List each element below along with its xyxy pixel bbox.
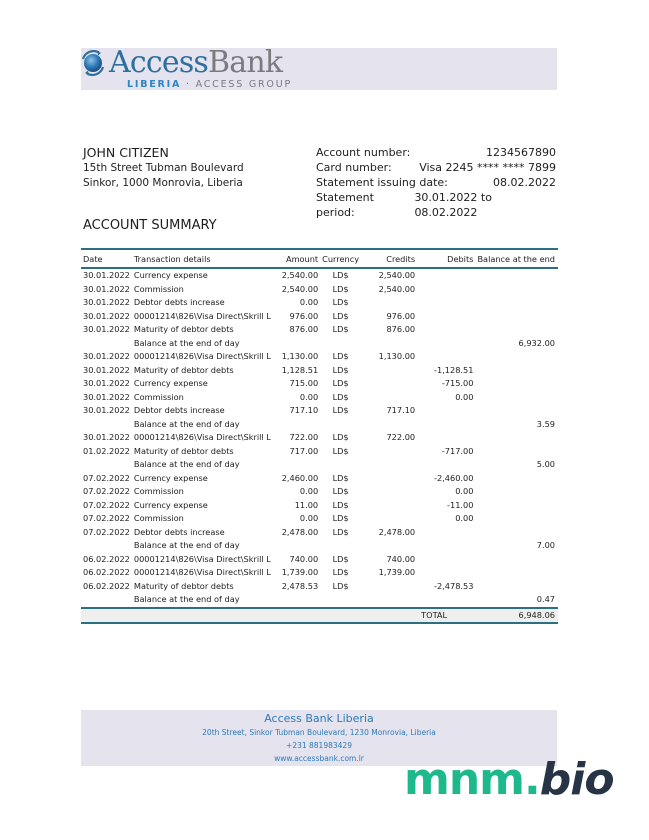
- table-row: [81, 310, 558, 324]
- cell-date: 30.01.2022: [83, 432, 130, 442]
- cell-currency: LD$: [332, 405, 349, 415]
- cell-credits: [361, 458, 417, 472]
- cell-debits: [417, 296, 475, 310]
- cell-credits: [361, 580, 417, 594]
- header-currency: Currency: [322, 253, 360, 264]
- cell-date: 30.01.2022: [83, 324, 130, 334]
- table-row: [81, 283, 558, 297]
- cell-debits: [417, 458, 475, 472]
- cell-credits: 2,540.00: [378, 270, 416, 280]
- cell-details: 00001214\826\Visa Direct\Skrill L: [133, 351, 271, 361]
- cell-balance: [475, 472, 558, 486]
- cell-amount: 2,460.00: [281, 472, 319, 483]
- footer-phone: +231 881983429: [286, 741, 352, 750]
- bank-subtitle: LIBERIA · ACCESS GROUP: [127, 79, 292, 90]
- table-row: [81, 391, 558, 405]
- table-row: [81, 512, 558, 526]
- cell-credits: [361, 364, 417, 378]
- cell-details: Debtor debts increase: [133, 297, 225, 307]
- cell-credits: [361, 445, 417, 459]
- cell-details: Balance at the end of day: [133, 540, 240, 550]
- footer-website[interactable]: www.accessbank.com.lr: [274, 754, 364, 763]
- cell-details: Debtor debts increase: [133, 405, 225, 415]
- table-row: [81, 580, 558, 594]
- transactions-table: [81, 248, 558, 624]
- total-label: TOTAL: [421, 609, 448, 620]
- account-row-label: Card number:: [316, 161, 392, 174]
- cell-balance: [475, 364, 558, 378]
- cell-currency: LD$: [332, 445, 349, 456]
- cell-amount: 717.00: [289, 445, 319, 456]
- cell-balance: [475, 526, 558, 540]
- cell-currency: LD$: [332, 364, 349, 375]
- cell-debits: [417, 526, 475, 540]
- cell-date: [81, 593, 132, 608]
- cell-balance: [475, 485, 558, 499]
- cell-details: Commission: [133, 486, 184, 496]
- cell-credits: 1,739.00: [378, 567, 416, 577]
- cell-details: Maturity of debtor debts: [133, 364, 234, 375]
- cell-date: 01.02.2022: [83, 445, 130, 456]
- cell-amount: 1,739.00: [281, 567, 319, 577]
- cell-debits: [417, 310, 475, 324]
- table-row: [81, 499, 558, 513]
- header-credits: Credits: [386, 253, 416, 264]
- cell-amount: 11.00: [294, 499, 319, 510]
- table-row: [81, 431, 558, 445]
- cell-amount: 0.00: [299, 391, 319, 402]
- cell-currency: LD$: [332, 310, 349, 321]
- cell-balance: 3.59: [536, 418, 555, 429]
- cell-details: Currency expense: [133, 378, 208, 388]
- cell-date: 30.01.2022: [83, 351, 130, 361]
- cell-debits: [417, 268, 475, 283]
- cell-balance: [475, 580, 558, 594]
- cell-date: 06.02.2022: [83, 567, 130, 577]
- access-bank-globe-icon: [80, 50, 106, 76]
- cell-balance: [475, 391, 558, 405]
- table-row: [81, 404, 558, 418]
- cell-balance: [475, 283, 558, 297]
- cell-details: Commission: [133, 391, 184, 402]
- customer-block: [83, 145, 244, 191]
- account-summary-title: ACCOUNT SUMMARY: [83, 218, 217, 233]
- cell-date: 07.02.2022: [83, 486, 130, 496]
- cell-credits: 717.10: [386, 405, 416, 415]
- cell-currency: LD$: [332, 270, 349, 280]
- cell-currency: LD$: [332, 499, 349, 510]
- cell-currency: LD$: [332, 486, 349, 496]
- cell-credits: [361, 418, 417, 432]
- cell-credits: [361, 472, 417, 486]
- cell-credits: 740.00: [386, 553, 416, 564]
- cell-currency: LD$: [332, 297, 349, 307]
- cell-currency: [320, 337, 361, 351]
- balance-row: [81, 418, 558, 432]
- account-row-value: 08.02.2022: [493, 176, 556, 189]
- cell-debits: 0.00: [455, 486, 474, 496]
- cell-date: [81, 458, 132, 472]
- cell-currency: [320, 458, 361, 472]
- cell-amount: [274, 539, 320, 553]
- table-row: [81, 526, 558, 540]
- account-row-value: Visa 2245 **** **** 7899: [419, 161, 556, 174]
- cell-date: 30.01.2022: [83, 405, 130, 415]
- cell-balance: [475, 499, 558, 513]
- table-row: [81, 553, 558, 567]
- cell-date: 06.02.2022: [83, 580, 130, 591]
- cell-date: 30.01.2022: [83, 310, 130, 321]
- footer-address: 20th Street, Sinkor Tubman Boulevard, 1230 Monrovia, Liberia: [202, 728, 436, 737]
- customer-address-line2: Sinkor, 1000 Monrovia, Liberia: [83, 177, 243, 189]
- cell-currency: LD$: [332, 391, 349, 402]
- cell-amount: 2,478.53: [281, 580, 319, 591]
- cell-details: Debtor debts increase: [133, 526, 225, 537]
- cell-debits: [417, 283, 475, 297]
- cell-credits: [361, 296, 417, 310]
- cell-amount: 0.00: [299, 486, 319, 496]
- cell-balance: 0.47: [536, 594, 555, 604]
- header-balance: Balance at the end: [477, 253, 555, 264]
- cell-credits: 976.00: [386, 310, 416, 321]
- cell-debits: [417, 593, 475, 608]
- table-row: [81, 350, 558, 364]
- cell-date: 30.01.2022: [83, 297, 130, 307]
- account-row: [316, 190, 556, 219]
- cell-debits: [417, 404, 475, 418]
- cell-balance: [475, 268, 558, 283]
- cell-currency: [320, 418, 361, 432]
- account-row-value: 1234567890: [486, 146, 556, 159]
- table-row: [81, 377, 558, 391]
- cell-amount: [274, 337, 320, 351]
- cell-credits: [361, 539, 417, 553]
- cell-details: Commission: [133, 283, 184, 294]
- header-date: Date: [83, 253, 103, 264]
- cell-debits: -1,128.51: [434, 364, 474, 375]
- cell-balance: [475, 431, 558, 445]
- cell-currency: LD$: [332, 472, 349, 483]
- cell-debits: [417, 418, 475, 432]
- cell-credits: [361, 499, 417, 513]
- cell-debits: [417, 553, 475, 567]
- customer-address-line1: 15th Street Tubman Boulevard: [83, 162, 244, 174]
- cell-details: Currency expense: [133, 499, 208, 510]
- cell-balance: [475, 566, 558, 580]
- cell-currency: LD$: [332, 351, 349, 361]
- cell-balance: [475, 350, 558, 364]
- cell-date: 07.02.2022: [83, 513, 130, 523]
- balance-row: [81, 539, 558, 553]
- cell-amount: 2,540.00: [281, 283, 319, 294]
- cell-details: Currency expense: [133, 472, 208, 483]
- cell-credits: 1,130.00: [378, 351, 416, 361]
- cell-balance: 6,932.00: [518, 337, 555, 348]
- watermark: mnm.bio: [404, 754, 614, 805]
- cell-details: 00001214\826\Visa Direct\Skrill L: [133, 567, 271, 577]
- cell-date: [81, 418, 132, 432]
- table-row: [81, 485, 558, 499]
- cell-date: 06.02.2022: [83, 553, 130, 564]
- cell-amount: [274, 593, 320, 608]
- cell-amount: [274, 418, 320, 432]
- cell-date: 07.02.2022: [83, 526, 130, 537]
- cell-currency: [320, 593, 361, 608]
- cell-amount: [274, 458, 320, 472]
- total-row: [81, 608, 558, 624]
- cell-currency: LD$: [332, 526, 349, 537]
- cell-debits: -717.00: [441, 445, 474, 456]
- account-row: [316, 175, 556, 190]
- cell-amount: 976.00: [289, 310, 319, 321]
- cell-date: 07.02.2022: [83, 499, 130, 510]
- cell-currency: LD$: [332, 432, 349, 442]
- cell-balance: 7.00: [536, 540, 555, 550]
- cell-details: Balance at the end of day: [133, 459, 240, 469]
- cell-debits: [417, 323, 475, 337]
- cell-date: 30.01.2022: [83, 378, 130, 388]
- cell-balance: 5.00: [536, 459, 555, 469]
- table-row: [81, 566, 558, 580]
- cell-details: Commission: [133, 513, 184, 523]
- cell-date: 07.02.2022: [83, 472, 130, 483]
- cell-credits: 2,540.00: [378, 283, 416, 294]
- cell-currency: LD$: [332, 580, 349, 591]
- balance-row: [81, 337, 558, 351]
- cell-balance: [475, 512, 558, 526]
- cell-details: Maturity of debtor debts: [133, 324, 234, 334]
- account-row: [316, 160, 556, 175]
- cell-currency: LD$: [332, 513, 349, 523]
- account-details: [316, 145, 556, 219]
- cell-currency: LD$: [332, 567, 349, 577]
- cell-amount: 1,130.00: [281, 351, 319, 361]
- cell-details: Balance at the end of day: [133, 594, 240, 604]
- cell-credits: 722.00: [386, 432, 416, 442]
- cell-credits: [361, 337, 417, 351]
- header-amount: Amount: [285, 253, 319, 264]
- cell-amount: 876.00: [289, 324, 319, 334]
- cell-currency: LD$: [332, 324, 349, 334]
- cell-debits: [417, 337, 475, 351]
- cell-credits: [361, 512, 417, 526]
- account-row-label: Statement issuing date:: [316, 176, 448, 189]
- cell-debits: 0.00: [455, 391, 474, 402]
- table-row: [81, 364, 558, 378]
- bank-name: AccessBank: [109, 45, 283, 80]
- cell-date: 30.01.2022: [83, 270, 130, 280]
- cell-amount: 715.00: [289, 378, 319, 388]
- cell-details: Maturity of debtor debts: [133, 580, 234, 591]
- account-row-value: 30.01.2022 to 08.02.2022: [414, 191, 492, 219]
- bank-logo: [80, 44, 340, 92]
- cell-currency: [320, 539, 361, 553]
- footer-bank-name: Access Bank Liberia: [264, 712, 374, 725]
- cell-details: Balance at the end of day: [133, 337, 240, 348]
- cell-balance: [475, 310, 558, 324]
- cell-date: 30.01.2022: [83, 364, 130, 375]
- account-row-label: Statement period:: [316, 191, 374, 219]
- cell-amount: 2,540.00: [281, 270, 319, 280]
- balance-row: [81, 458, 558, 472]
- cell-currency: LD$: [332, 378, 349, 388]
- cell-amount: 2,478.00: [281, 526, 319, 537]
- cell-currency: LD$: [332, 553, 349, 564]
- table-row: [81, 472, 558, 486]
- table-row: [81, 296, 558, 310]
- cell-currency: LD$: [332, 283, 349, 294]
- header-details: Transaction details: [133, 253, 211, 264]
- cell-balance: [475, 553, 558, 567]
- account-row: [316, 145, 556, 160]
- cell-details: 00001214\826\Visa Direct\Skrill L: [133, 553, 271, 564]
- cell-amount: 1,128.51: [281, 364, 319, 375]
- cell-amount: 0.00: [299, 513, 319, 523]
- customer-name: JOHN CITIZEN: [83, 145, 169, 160]
- cell-debits: -11.00: [447, 499, 474, 510]
- cell-debits: -715.00: [441, 378, 474, 388]
- cell-credits: [361, 593, 417, 608]
- table-row: [81, 323, 558, 337]
- cell-details: 00001214\826\Visa Direct\Skrill L: [133, 432, 271, 442]
- cell-amount: 722.00: [289, 432, 319, 442]
- cell-balance: [475, 296, 558, 310]
- table-row: [81, 445, 558, 459]
- cell-amount: 0.00: [299, 297, 319, 307]
- cell-credits: 2,478.00: [378, 526, 416, 537]
- cell-amount: 740.00: [289, 553, 319, 564]
- cell-details: 00001214\826\Visa Direct\Skrill L: [133, 310, 271, 321]
- cell-credits: [361, 377, 417, 391]
- cell-balance: [475, 445, 558, 459]
- cell-debits: [417, 539, 475, 553]
- cell-details: Maturity of debtor debts: [133, 445, 234, 456]
- cell-credits: 876.00: [386, 324, 416, 334]
- cell-date: [81, 337, 132, 351]
- cell-details: Balance at the end of day: [133, 418, 240, 429]
- total-value: 6,948.06: [518, 609, 555, 620]
- cell-date: [81, 539, 132, 553]
- cell-credits: [361, 485, 417, 499]
- cell-balance: [475, 377, 558, 391]
- cell-debits: [417, 431, 475, 445]
- cell-details: Currency expense: [133, 270, 208, 280]
- cell-balance: [475, 323, 558, 337]
- cell-date: 30.01.2022: [83, 391, 130, 402]
- table-row: [81, 268, 558, 283]
- cell-balance: [475, 404, 558, 418]
- cell-debits: -2,478.53: [434, 580, 474, 591]
- cell-debits: -2,460.00: [434, 472, 474, 483]
- account-row-label: Account number:: [316, 146, 411, 159]
- header-debits: Debits: [447, 253, 474, 264]
- cell-debits: [417, 566, 475, 580]
- table-header-row: [81, 249, 558, 268]
- cell-debits: [417, 350, 475, 364]
- cell-amount: 717.10: [289, 405, 319, 415]
- balance-row: [81, 593, 558, 608]
- cell-debits: 0.00: [455, 513, 474, 523]
- cell-date: 30.01.2022: [83, 283, 130, 294]
- cell-credits: [361, 391, 417, 405]
